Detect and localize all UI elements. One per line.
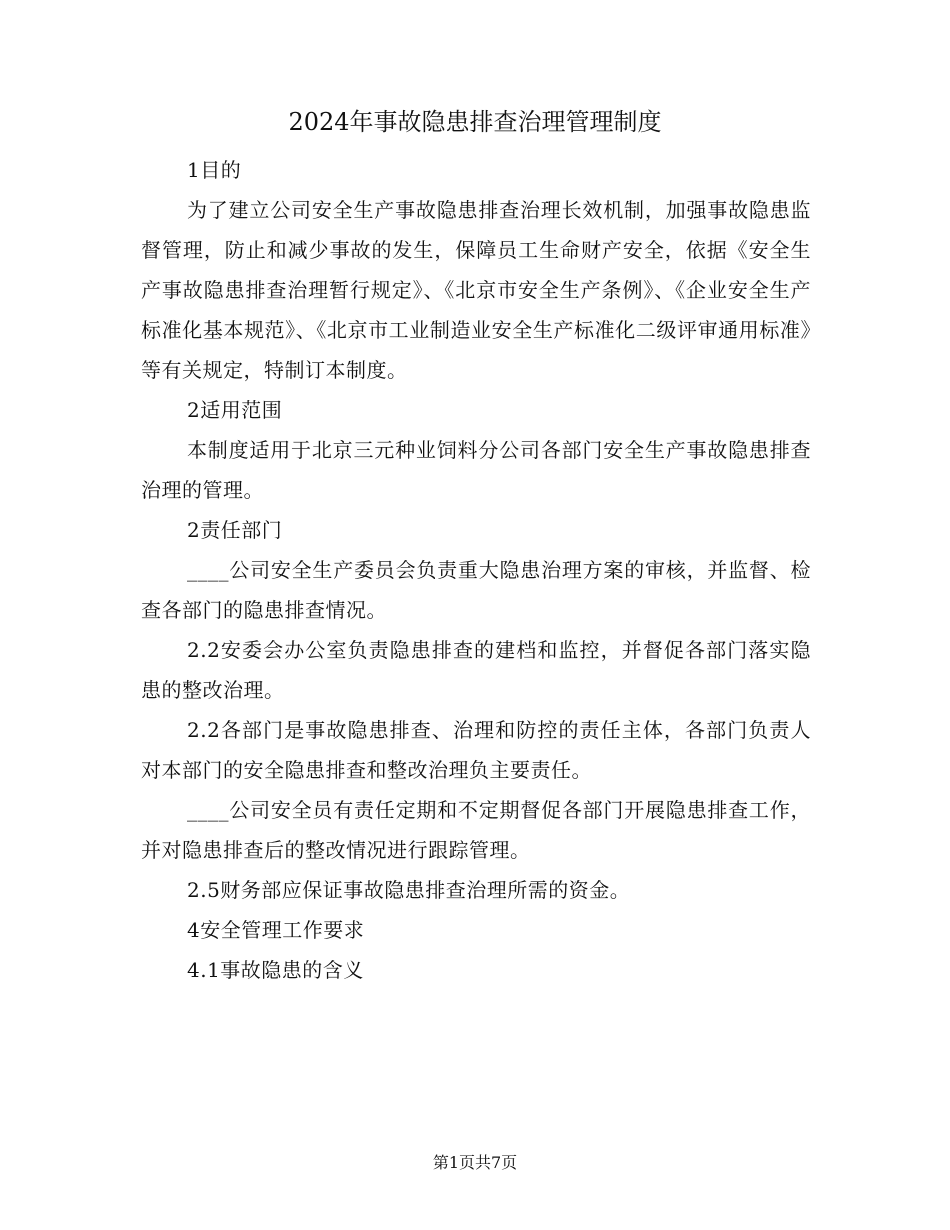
paragraph-scope: 本制度适用于北京三元种业饲料分公司各部门安全生产事故隐患排查治理的管理。 (141, 438, 811, 502)
heading-hazard-definition: 4.1事故隐患的含义 (187, 958, 364, 982)
paragraph-departments: 2.2各部门是事故隐患排查、治理和防控的责任主体，各部门负责人对本部门的安全隐患排查和整改治理负主要责任。 (141, 718, 811, 782)
paragraph-safety-committee: ____公司安全生产委员会负责重大隐患治理方案的审核，并监督、检查各部门的隐患排查情况。 (141, 558, 811, 622)
paragraph-purpose: 为了建立公司安全生产事故隐患排查治理长效机制，加强事故隐患监督管理，防止和减少事故的发生，保障员工生命财产安全，依据《安全生产事故隐患排查治理暂行规定》、《北京市安全生产条例》、《企业安全生产标准化基本规范》、《北京市工业制造业安全生产标准化二级评审通用标准》等有关规定，特制订本制度。 (141, 198, 811, 382)
page-footer: 第1页共7页 (432, 1153, 518, 1172)
document-title: 2024年事故隐患排查治理管理制度 (288, 108, 662, 136)
heading-scope: 2适用范围 (187, 398, 283, 422)
paragraph-finance: 2.5财务部应保证事故隐患排查治理所需的资金。 (187, 878, 631, 902)
paragraph-safety-officer: ____公司安全员有责任定期和不定期督促各部门开展隐患排查工作，并对隐患排查后的整改情况进行跟踪管理。 (141, 798, 811, 862)
heading-purpose: 1目的 (187, 158, 242, 182)
document-body (141, 150, 811, 990)
paragraph-safety-office: 2.2安委会办公室负责隐患排查的建档和监控，并督促各部门落实隐患的整改治理。 (141, 638, 811, 702)
heading-requirements: 4安全管理工作要求 (187, 918, 365, 942)
heading-responsibility: 2责任部门 (187, 518, 283, 542)
